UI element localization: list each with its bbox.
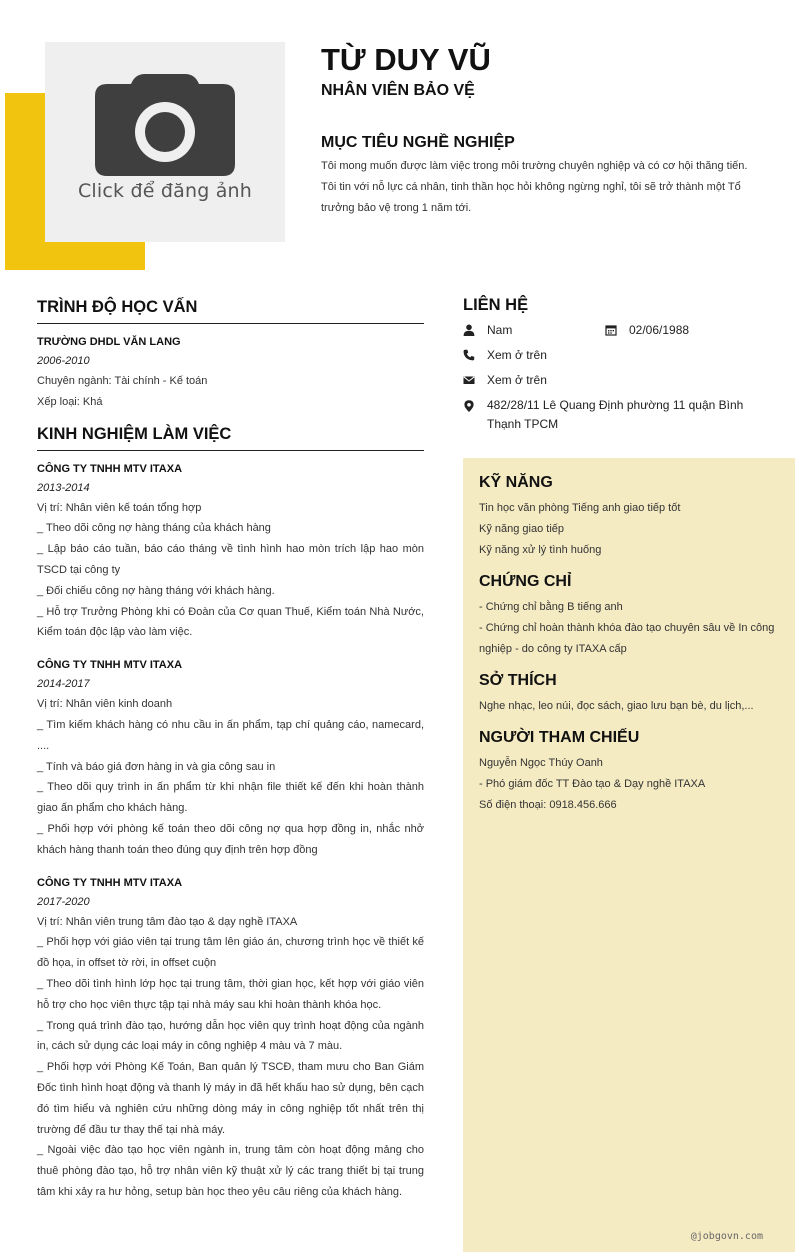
company-name: CÔNG TY TNHH MTV ITAXA [37, 876, 183, 889]
reference-line: - Phó giám đốc TT Đào tạo & Dạy nghề ITAXA [479, 778, 706, 790]
education-title: TRÌNH ĐỘ HỌC VẤN [37, 298, 424, 324]
experience-line: _ Tìm kiếm khách hàng có nhu cầu in ấn phẩm, tạp chí quảng cáo, namecard, .... [37, 718, 424, 752]
contact-birthday: 02/06/1988 [629, 323, 690, 337]
references-section [479, 729, 779, 816]
camera-icon [93, 72, 237, 178]
contact-gender: Nam [487, 323, 513, 337]
location-pin-icon [463, 399, 475, 413]
experience-entry [37, 459, 424, 644]
experience-line: Vị trí: Nhân viên kinh doanh [37, 698, 173, 711]
side-panel [463, 458, 795, 1252]
hobbies-text: Nghe nhạc, leo núi, đọc sách, giao lưu bạn bè, du lịch,... [479, 700, 754, 712]
reference-line: Số điện thoại: 0918.456.666 [479, 799, 617, 811]
contact-email: Xem ở trên [487, 373, 547, 387]
envelope-icon [463, 374, 475, 386]
watermark: @jobgovn.com [690, 1231, 763, 1242]
education-entry [37, 332, 424, 413]
experience-line: _ Ngoài việc đào tạo học viên ngành in, trung tâm còn hoạt động mảng cho thuê phòng đào tạo, hỗ trợ nhân viên kỹ thuật xử lý các trang thiết bị tại trung tâm khi xảy ra hư hỏng, setup bàn học theo yêu câu riêng của khách hàng. [37, 1144, 424, 1198]
experience-line: _ Phối hợp với Phòng Kế Toán, Ban quản lý TSCĐ, tham mưu cho Ban Giám Đốc tình hình hoạt động và thanh lý máy in đã hết khấu hao sử dụng, bên cạch đó tìm hiểu và nghiên cứu những dòng máy in công nghiệp tốt nhất trên thị trường để đầu tư thay thế tại nhà máy. [37, 1061, 424, 1136]
contact-section [463, 296, 763, 440]
experience-line: _ Tính và báo giá đơn hàng in và gia công sau in [37, 760, 276, 773]
experience-line: _ Đối chiếu công nợ hàng tháng với khách hàng. [37, 584, 275, 597]
experience-line: _ Lập báo cáo tuần, báo cáo tháng về tình hình hao mòn trích lập hao mòn TSCD tại công ty [37, 543, 424, 576]
experience-line: _ Phối hợp với giáo viên tại trung tâm lên giáo án, chương trình học về thiết kế đồ họa, in offset tờ rời, in offset cuộn [37, 936, 424, 970]
person-icon [463, 324, 475, 336]
certificates-section [479, 573, 779, 660]
contact-email-row [463, 371, 763, 390]
photo-upload[interactable] [45, 42, 285, 242]
experience-line: _ Theo dõi công nợ hàng tháng của khách hàng [37, 522, 271, 535]
contact-phone-row [463, 346, 763, 365]
experience-line: _ Phối hợp với phòng kế toán theo dõi công nợ qua hợp đồng in, nhắc nhở khách hàng thanh toán theo đúng quy định trên hợp đồng [37, 822, 424, 856]
education-period: 2006-2010 [37, 355, 90, 367]
experience-entry [37, 873, 424, 1203]
experience-period: 2014-2017 [37, 678, 90, 691]
experience-period: 2017-2020 [37, 895, 90, 908]
skills-section [479, 474, 779, 561]
skill-item: Tin học văn phòng Tiếng anh giao tiếp tốt [479, 502, 681, 514]
contact-address-row [463, 396, 763, 434]
company-name: CÔNG TY TNHH MTV ITAXA [37, 659, 183, 672]
skill-item: Kỹ năng xử lý tình huống [479, 544, 602, 556]
education-line: Xếp loại: Khá [37, 395, 103, 408]
experience-line: Vị trí: Nhân viên kế toán tổng hợp [37, 501, 202, 514]
certificate-item: - Chứng chỉ bằng B tiếng anh [479, 601, 623, 613]
calendar-icon [605, 324, 617, 336]
header [321, 40, 761, 219]
objective-title: MỤC TIÊU NGHỀ NGHIỆP [321, 134, 515, 151]
hobbies-title: SỞ THÍCH [479, 672, 557, 689]
experience-entry [37, 655, 424, 860]
contact-phone: Xem ở trên [487, 348, 547, 362]
phone-icon [463, 349, 475, 361]
school-name: TRƯỜNG DHDL VĂN LANG [37, 336, 181, 348]
contact-address: 482/28/11 Lê Quang Định phường 11 quận Bình Thạnh TPCM [487, 398, 744, 431]
experience-line: _ Theo dõi tình hình lớp học tại trung tâm, thời gian học, kết hợp với giáo viên hỗ trợ cho học viên thực tập tại nhà máy sau khi hoàn thành khóa học. [37, 977, 424, 1011]
contact-gender-birthday-row [463, 321, 763, 340]
hobbies-section [479, 672, 779, 717]
objective-text: Tôi mong muốn được làm việc trong môi trường chuyên nghiệp và có cơ hội thăng tiến. Tôi tin với nỗ lực cá nhân, tinh thần học hỏi không ngừng nghỉ, tôi sẽ trở thành một Tổ trưởng bảo vệ trong 1 năm tới. [321, 160, 748, 214]
skill-item: Kỹ năng giao tiếp [479, 523, 565, 535]
certificates-title: CHỨNG CHỈ [479, 573, 572, 590]
skills-title: KỸ NĂNG [479, 474, 553, 491]
photo-upload-label: Click để đăng ảnh [77, 180, 253, 202]
experience-line: _ Hỗ trợ Trưởng Phòng khi có Đoàn của Cơ quan Thuế, Kiểm toán Nhà Nước, Kiểm toán độc lập vào làm việc. [37, 605, 424, 639]
references-title: NGƯỜI THAM CHIẾU [479, 729, 640, 746]
experience-title: KINH NGHIỆM LÀM VIỆC [37, 425, 424, 451]
contact-title: LIÊN HỆ [463, 296, 529, 314]
left-column [37, 298, 424, 1215]
candidate-name: TỪ DUY VŨ [321, 42, 491, 77]
job-title: NHÂN VIÊN BẢO VỆ [321, 82, 475, 99]
education-line: Chuyên ngành: Tài chính - Kế toán [37, 375, 208, 387]
experience-period: 2013-2014 [37, 481, 90, 494]
experience-line: _ Theo dõi quy trình in ấn phẩm từ khi nhận file thiết kế đến khi hoàn thành giao ấn phẩm cho khách hàng. [37, 781, 424, 815]
experience-line: Vị trí: Nhân viên trung tâm đào tạo & dạy nghề ITAXA [37, 915, 298, 928]
certificate-item: - Chứng chỉ hoàn thành khóa đào tạo chuyên sâu về In công nghiệp - do công ty ITAXA cấp [479, 622, 775, 655]
reference-line: Nguyễn Ngọc Thúy Oanh [479, 757, 603, 769]
experience-line: _ Trong quá trình đào tạo, hướng dẫn học viên quy trình hoạt động của ngành in, cách sử dụng các loại máy in công nghiệp 4 màu và 7 màu. [37, 1019, 424, 1053]
company-name: CÔNG TY TNHH MTV ITAXA [37, 462, 183, 475]
